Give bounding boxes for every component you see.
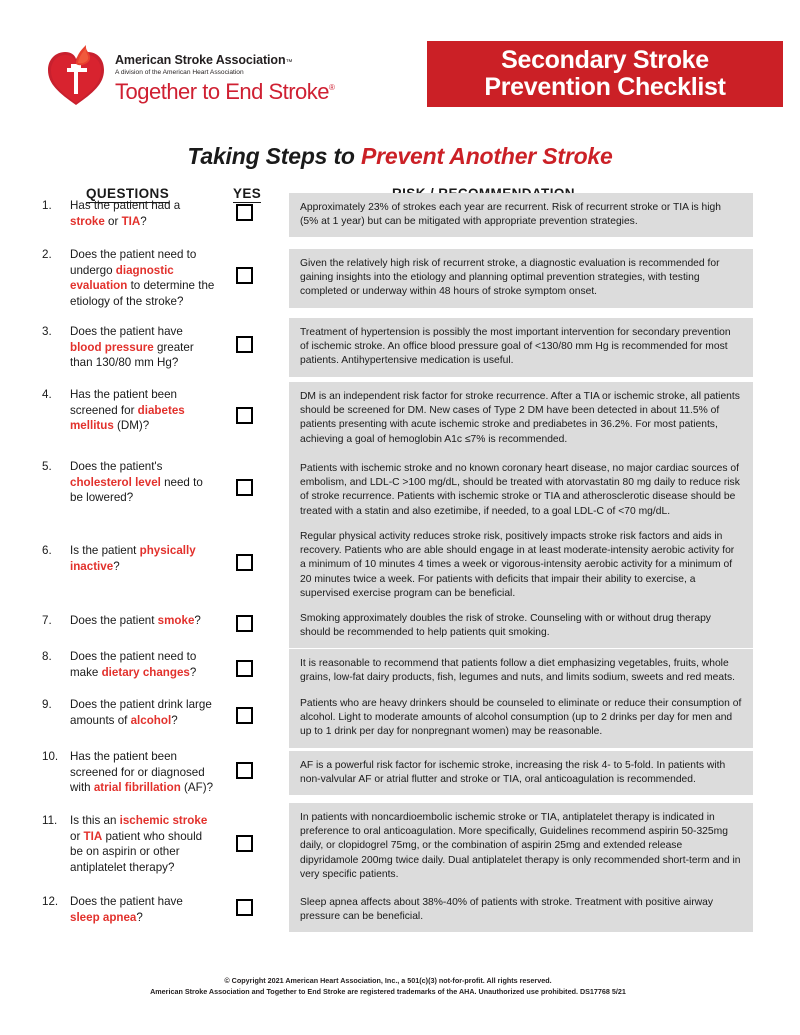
logo-org-tm: ™ <box>285 59 293 66</box>
recommendation-box: Patients who are heavy drinkers should be counseled to eliminate or reduce their consumption of alcohol. Light to moderate amounts of alcohol consumption (up to 2 drinks per day for men and up to 1 drink per day for nonpregnant women) may be reasonable. <box>289 689 753 748</box>
yes-checkbox[interactable] <box>236 407 253 424</box>
question-number: 5. <box>42 460 52 473</box>
recommendation-box: Treatment of hypertension is possibly the most important intervention for secondary prevention of ischemic stroke. An office blood pressure goal of <130/80 mm Hg is recommended for most patients. Antihypertensive medication is useful. <box>289 318 753 377</box>
question-number: 3. <box>42 325 52 338</box>
footer-trademark-line: American Stroke Association and Together to End Stroke are registered trademarks of the AHA. Unauthorized use prohibited. DS17768 5/21 <box>150 986 626 996</box>
question-number: 2. <box>42 248 52 261</box>
recommendation-box: It is reasonable to recommend that patients follow a diet emphasizing vegetables, fruits, whole grains, low-fat dairy products, fish, legumes and nuts, and limits sodium, sweets and red meats. <box>289 649 753 693</box>
yes-checkbox[interactable] <box>236 899 253 916</box>
yes-checkbox-cell <box>236 407 253 424</box>
recommendation-box: In patients with noncardioembolic ischemic stroke or TIA, antiplatelet therapy is indicated in preference to oral anticoagulation. More specifically, Guidelines recommend aspirin 50-325mg daily, or clopidogrel 75mg, or the combination of aspirin 25mg and extended release dipyridamole 200mg twice daily. Dual antiplatelet therapy is only recommended short-term and in very specific patients. <box>289 803 753 890</box>
recommendation-box: Approximately 23% of strokes each year are recurrent. Risk of recurrent stroke or TIA is high (5% at 1 year) but can be mitigated with appropriate prevention strategies. <box>289 193 753 237</box>
yes-checkbox[interactable] <box>236 615 253 632</box>
yes-checkbox[interactable] <box>236 707 253 724</box>
banner-title-line-2: Prevention Checklist <box>484 73 726 101</box>
page-subtitle <box>0 143 800 170</box>
page-footer <box>0 976 800 997</box>
logo-org-name: American Stroke Association™ <box>115 53 293 67</box>
question-number: 8. <box>42 650 52 663</box>
recommendation-box: DM is an independent risk factor for stroke recurrence. After a TIA or ischemic stroke, all patients should be screened for DM. New cases of Type 2 DM have been detected in about 11.5% of patients presenting with acute ischemic stroke and prediabetes in 36.2%. For most patients, achieving a goal of hemoglobin A1c ≤7% is recommended. <box>289 382 753 455</box>
question-text: Does the patient drink large amounts of alcohol? <box>70 698 212 727</box>
title-banner <box>427 41 783 107</box>
question-number: 9. <box>42 698 52 711</box>
yes-checkbox[interactable] <box>236 267 253 284</box>
page-header <box>0 0 800 125</box>
question-text: Does the patient smoke? <box>70 614 201 627</box>
question-text: Does the patient's cholesterol level need to be lowered? <box>70 460 203 504</box>
yes-checkbox-cell <box>236 479 253 496</box>
footer-copyright-line: © Copyright 2021 American Heart Association, Inc., a 501(c)(3) not-for-profit. All rights reserved. <box>224 976 552 985</box>
recommendation-box: AF is a powerful risk factor for ischemic stroke, increasing the risk 4- to 5-fold. In patients with non-valvular AF or atrial flutter and stroke or TIA, oral anticoagulation is recommended. <box>289 751 753 795</box>
logo-tagline-tm: ® <box>329 82 335 92</box>
yes-checkbox-cell <box>236 204 253 221</box>
question-text: Does the patient need to make dietary changes? <box>70 650 197 679</box>
recommendation-box: Regular physical activity reduces stroke risk, positively impacts stroke risk factors and aids in recovery. Patients who are able should engage in at least moderate-intensity aerobic activity for a minimum of 10 minutes 4 times a week or vigorous-intensity aerobic activity for a minimum of 20 minutes twice a week. For patients with deficits that impair their ability to exercise, a supervised exercise program can be beneficial. <box>289 522 753 609</box>
question-number: 4. <box>42 388 52 401</box>
question-text: Is this an ischemic stroke or TIA patient who should be on aspirin or other antiplatelet therapy? <box>70 814 208 874</box>
yes-checkbox-cell <box>236 660 253 677</box>
recommendation-box: Smoking approximately doubles the risk of stroke. Counseling with or without drug therapy should be recommended to help patients quit smoking. <box>289 604 753 648</box>
question-text: Does the patient need to undergo diagnostic evaluation to determine the etiology of the stroke? <box>70 248 215 308</box>
question-text: Has the patient been screened for diabetes mellitus (DM)? <box>70 388 185 432</box>
yes-checkbox[interactable] <box>236 660 253 677</box>
recommendation-box: Patients with ischemic stroke and no known coronary heart disease, no major cardiac sources of embolism, and LDL-C >100 mg/dL, should be treated with atorvastatin 80 mg daily to reduce risk of stroke recurrence. Patients with ischemic stroke or TIA and atherosclerotic disease should be treated with a statin and also ezetimibe, if needed, to a goal LDL-C of <70 mg/dL. <box>289 454 753 527</box>
yes-checkbox[interactable] <box>236 554 253 571</box>
question-text: Does the patient have blood pressure greater than 130/80 mm Hg? <box>70 325 194 369</box>
yes-checkbox-cell <box>236 267 253 284</box>
question-text: Has the patient been screened for or diagnosed with atrial fibrillation (AF)? <box>70 750 214 794</box>
question-number: 1. <box>42 199 52 212</box>
yes-checkbox-cell <box>236 835 253 852</box>
question-number: 7. <box>42 614 52 627</box>
column-header-questions: QUESTIONS <box>86 186 170 201</box>
recommendation-box: Sleep apnea affects about 38%-40% of patients with stroke. Treatment with positive airway pressure can be beneficial. <box>289 888 753 932</box>
question-number: 10. <box>42 750 59 763</box>
aha-heart-torch-logo-icon <box>45 42 107 108</box>
yes-checkbox[interactable] <box>236 336 253 353</box>
yes-checkbox-cell <box>236 615 253 632</box>
question-number: 12. <box>42 895 59 908</box>
question-number: 6. <box>42 544 52 557</box>
yes-checkbox-cell <box>236 899 253 916</box>
logo-wordmark <box>115 42 334 105</box>
question-text: Does the patient have sleep apnea? <box>70 895 183 924</box>
yes-checkbox[interactable] <box>236 835 253 852</box>
yes-checkbox-cell <box>236 554 253 571</box>
yes-checkbox[interactable] <box>236 479 253 496</box>
question-text: Is the patient physically inactive? <box>70 544 196 573</box>
yes-checkbox-cell <box>236 336 253 353</box>
yes-checkbox[interactable] <box>236 204 253 221</box>
yes-checkbox[interactable] <box>236 762 253 779</box>
column-header-yes: YES <box>233 186 262 201</box>
question-number: 11. <box>42 814 58 827</box>
checklist-rows <box>0 199 800 924</box>
subtitle-black-part: Taking Steps to <box>187 143 361 169</box>
yes-checkbox-cell <box>236 762 253 779</box>
recommendation-box: Given the relatively high risk of recurrent stroke, a diagnostic evaluation is recommended for gaining insights into the etiology and planning optimal prevention strategies, with testing completed or underway within 48 hours of stroke symptom onset. <box>289 249 753 308</box>
banner-title-line-1: Secondary Stroke <box>501 46 709 74</box>
subtitle-red-part: Prevent Another Stroke <box>360 143 613 169</box>
yes-checkbox-cell <box>236 707 253 724</box>
aha-asa-logo <box>45 42 334 108</box>
logo-division-line: A division of the American Heart Association <box>115 68 244 76</box>
question-text: Has the patient had a stroke or TIA? <box>70 199 181 228</box>
logo-tagline: Together to End Stroke® <box>115 78 335 104</box>
